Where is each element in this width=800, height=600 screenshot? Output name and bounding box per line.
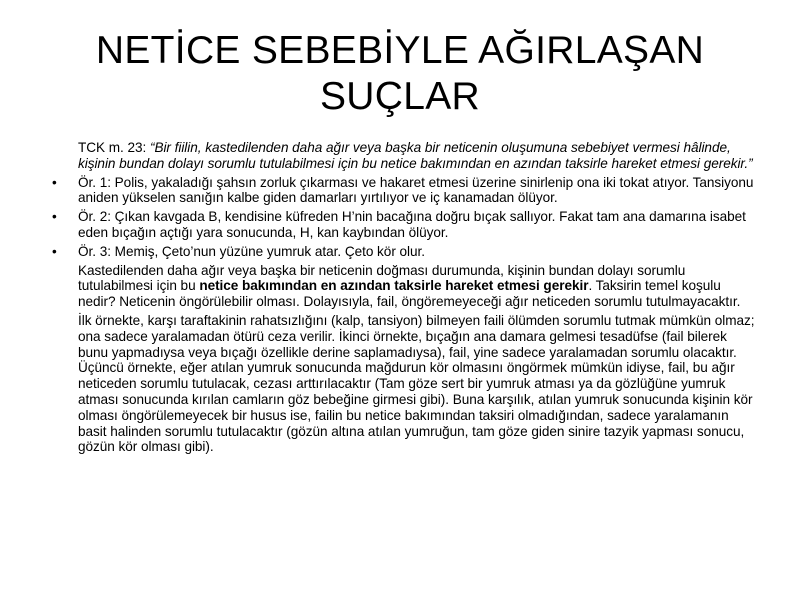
- explanation-text-end: . Taksirin temel koşulu nedir? Neticenin öngörülebilir olması. Dolayısıyla, fail, öngöremeyeceği ağır neticeden sorumlu tutulmayacaktır.: [78, 278, 741, 310]
- example-bullet-3: [48, 244, 758, 260]
- law-quote-prefix: TCK m. 23:: [78, 140, 150, 155]
- law-quote-text: “Bir fiilin, kastedilenden daha ağır veya başka bir neticenin oluşumuna sebebiyet vermesi hâlinde, kişinin bundan dolayı sorumlu tutulabilmesi için bu netice bakımından en azından taksirle hareket etmesi gerekir.”: [78, 140, 753, 171]
- example-bullet-2: [48, 209, 758, 241]
- example-text: Ör. 2: Çıkan kavgada B, kendisine küfreden H’nin bacağına doğru bıçak sallıyor. Fakat tam ana damarına isabet eden bıçağın açtığı yara sonucunda, H, kan kaybından ölüyor.: [78, 209, 746, 240]
- example-bullet-1: [48, 175, 758, 207]
- explanation-text-start: Kastedilenden daha ağır veya başka bir neticenin doğması durumunda, kişinin bundan dolayı sorumlu tutulabilmesi için bu: [78, 262, 686, 294]
- slide-body: [48, 140, 758, 458]
- example-text: Ör. 3: Memiş, Çeto’nun yüzüne yumruk atar. Çeto kör olur.: [78, 243, 425, 259]
- explanation-paragraph: [48, 263, 758, 310]
- law-quote: [48, 140, 758, 172]
- bullet-icon: •: [52, 174, 57, 190]
- analysis-paragraph: İlk örnekte, karşı taraftakinin rahatsızlığını (kalp, tansiyon) bilmeyen faili ölümden sorumlu tutmak mümkün olmaz; ona sadece yaralamadan ötürü ceza verilir. İkinci örnekte, bıçağın ana damara gelmesi tesadüfse (fail bilerek bunu yapmadıysa veya bıçağı özellikle derine saplamadıysa), fail, yine sadece yaralamadan sorumlu olacaktır. Üçüncü örnekte, eğer atılan yumruk sonucunda mağdurun kör olmasını öngörmek mümkün idiyse, fail, bu ağır neticeden sorumlu tutulacak, cezası arttırılacaktır (Tam göze sert bir yumruk atması ya da gözlüğüne yumruk atması sonucunda kırılan camların göz bebeğine girmesi gibi). Buna karşılık, atılan yumruk sonucunda kişinin kör olması öngörülemeyecek bir husus ise, failin bu netice bakımından taksiri olmadığından, sadece yaralamanın basit halinden sorumlu tutulacaktır (gözün altına atılan yumruğun, tam göze giden sinire tazyik yapması sonucu, gözün kör olması gibi).: [78, 312, 755, 455]
- explanation-emphasis: netice bakımından en azından taksirle hareket etmesi gerekir: [199, 278, 589, 294]
- bullet-icon: •: [52, 209, 57, 225]
- bullet-icon: •: [52, 243, 57, 259]
- slide-title: NETİCE SEBEBİYLE AĞIRLAŞAN SUÇLAR: [95, 29, 705, 118]
- example-text: Ör. 1: Polis, yakaladığı şahsın zorluk çıkarması ve hakaret etmesi üzerine sinirlenip ona iki tokat atıyor. Tansiyonu aniden yükselen sanığın kalbe giden damarları yırtılıyor ve iç kanamadan ölüyor.: [78, 174, 754, 206]
